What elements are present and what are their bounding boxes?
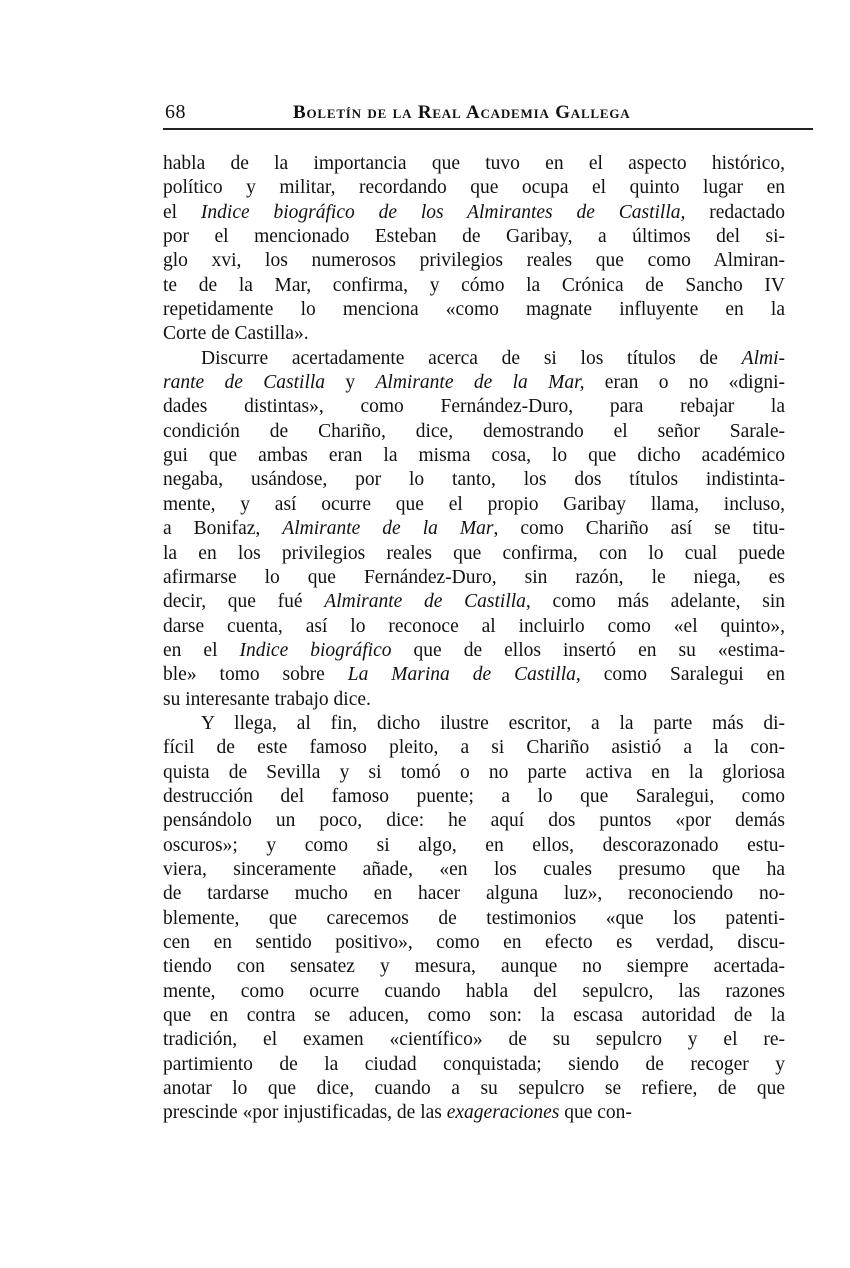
text-line (163, 249, 785, 273)
text-segment: te de la Mar, confirma, y cómo la Crónica de Sancho IV (163, 274, 785, 296)
text-segment: el (163, 201, 201, 223)
paragraph (163, 712, 785, 1126)
text-line (163, 468, 785, 492)
text-line (163, 785, 785, 809)
text-segment: anotar lo que dice, cuando a su sepulcro se refiere, de que (163, 1078, 785, 1100)
page-number: 68 (165, 101, 186, 123)
text-line (163, 590, 785, 614)
text-segment: político y militar, recordando que ocupa el quinto lugar en (163, 177, 785, 199)
text-line (163, 395, 785, 419)
text-line (163, 420, 785, 444)
text-segment: pensándolo un poco, dice: he aquí dos puntos «por demás (163, 810, 785, 832)
text-line (163, 322, 785, 346)
body-text (163, 152, 785, 1126)
text-segment: gui que ambas eran la misma cosa, lo que dicho académico (163, 445, 785, 467)
text-line (163, 225, 785, 249)
text-line (163, 347, 785, 371)
text-line (163, 1053, 785, 1077)
text-line (163, 882, 785, 906)
text-line (163, 298, 785, 322)
page-header (163, 97, 813, 127)
text-line (163, 907, 785, 931)
text-segment: eran o no «digni- (584, 372, 786, 394)
text-line (163, 663, 785, 687)
text-segment: , como Chariño así se titu- (493, 518, 785, 540)
text-line (163, 1077, 785, 1101)
text-segment: repetidamente lo menciona «como magnate influyente en la (163, 299, 785, 321)
italic-text: Almi- (741, 347, 785, 369)
text-segment: decir, que fué (163, 591, 325, 613)
text-segment: partimiento de la ciudad conquistada; siendo de recoger y (163, 1053, 785, 1075)
text-line (163, 639, 785, 663)
text-segment: prescinde «por injustificadas, de las (163, 1102, 447, 1124)
italic-text: Almirante de Castilla, (324, 591, 531, 613)
text-line (163, 566, 785, 590)
text-segment: habla de la importancia que tuvo en el aspecto histórico, (163, 153, 785, 174)
header-rule (163, 128, 813, 130)
text-segment: mente, como ocurre cuando habla del sepulcro, las razones (163, 980, 785, 1002)
italic-text: Indice biográfico de los Almirantes de Castilla, (200, 201, 686, 223)
text-segment: destrucción del famoso puente; a lo que Saralegui, como (163, 785, 785, 807)
paragraph (163, 152, 785, 347)
text-line (163, 493, 785, 517)
text-line (163, 1004, 785, 1028)
text-line (163, 152, 785, 176)
text-line (163, 274, 785, 298)
text-line (163, 955, 785, 979)
text-segment: como Saralegui en (580, 664, 785, 686)
text-segment: cen en sentido positivo», como en efecto es verdad, discu- (163, 932, 785, 953)
text-line (163, 834, 785, 858)
text-segment: como más adelante, sin (530, 591, 785, 613)
text-segment: la en los privilegios reales que confirma, con lo cual puede (163, 542, 785, 564)
text-segment: viera, sinceramente añade, «en los cuales presumo que ha (163, 858, 785, 880)
text-line (163, 712, 785, 736)
text-line (163, 444, 785, 468)
text-segment: Discurre acertadamente acerca de si los títulos de (201, 347, 742, 369)
text-segment: de tardarse mucho en hacer alguna luz», reconociendo no- (163, 883, 785, 905)
text-line (163, 736, 785, 760)
text-segment: que en contra se aducen, como son: la escasa autoridad de la (163, 1005, 785, 1027)
text-segment: oscuros»; y como si algo, en ellos, descorazonado estu- (163, 834, 785, 856)
text-segment: fícil de este famoso pleito, a si Chariño asistió a la con- (163, 737, 785, 759)
text-line (163, 858, 785, 882)
text-segment: Y llega, al fin, dicho ilustre escritor, a la parte más di- (201, 712, 785, 734)
text-segment: por el mencionado Esteban de Garibay, a últimos del si- (163, 226, 785, 248)
text-line (163, 1028, 785, 1052)
text-segment: glo xvi, los numerosos privilegios reales que como Almiran- (163, 250, 785, 272)
text-segment: a Bonifaz, (163, 518, 283, 540)
text-segment: negaba, usándose, por lo tanto, los dos títulos indistinta- (163, 469, 785, 491)
text-line (163, 931, 785, 955)
text-segment: redactado (685, 201, 785, 223)
italic-text: Indice biográfico (239, 639, 392, 661)
italic-text: Almirante de la Mar, (375, 372, 585, 394)
text-line (163, 371, 785, 395)
text-segment: y (325, 372, 376, 394)
text-segment: afirmarse lo que Fernández-Duro, sin razón, le niega, es (163, 566, 785, 588)
text-segment: en el (163, 639, 240, 661)
italic-text: La Marina de Castilla, (347, 664, 581, 686)
text-line (163, 176, 785, 200)
paragraph (163, 347, 785, 712)
text-segment: blemente, que carecemos de testimonios «que los patenti- (163, 907, 785, 929)
text-segment: condición de Chariño, dice, demostrando el señor Sarale- (163, 420, 785, 442)
text-line (163, 980, 785, 1004)
text-segment: darse cuenta, así lo reconoce al incluirlo como «el quinto», (163, 615, 785, 637)
text-line (163, 615, 785, 639)
text-segment: ble» tomo sobre (163, 664, 348, 686)
text-line (163, 1101, 785, 1125)
text-segment: dades distintas», como Fernández-Duro, para rebajar la (163, 396, 785, 418)
italic-text: Almirante de la Mar (282, 518, 494, 540)
text-line (163, 761, 785, 785)
text-segment: Corte de Castilla». (163, 323, 309, 345)
running-title: Boletín de la Real Academia Gallega (293, 102, 631, 123)
text-line (163, 517, 785, 541)
text-line (163, 201, 785, 225)
italic-text: exageraciones (446, 1102, 560, 1124)
text-segment: su interesante trabajo dice. (163, 688, 371, 710)
text-segment: quista de Sevilla y si tomó o no parte activa en la gloriosa (163, 761, 785, 783)
text-segment: tiendo con sensatez y mesura, aunque no siempre acertada- (163, 956, 785, 978)
text-line (163, 809, 785, 833)
italic-text: rante de Castilla (163, 372, 326, 394)
text-segment: que de ellos insertó en su «estima- (391, 639, 785, 661)
text-line (163, 688, 785, 712)
text-segment: mente, y así ocurre que el propio Garibay llama, incluso, (163, 493, 785, 515)
text-segment: tradición, el examen «científico» de su sepulcro y el re- (163, 1029, 785, 1051)
text-segment: que con- (559, 1102, 632, 1124)
text-line (163, 542, 785, 566)
